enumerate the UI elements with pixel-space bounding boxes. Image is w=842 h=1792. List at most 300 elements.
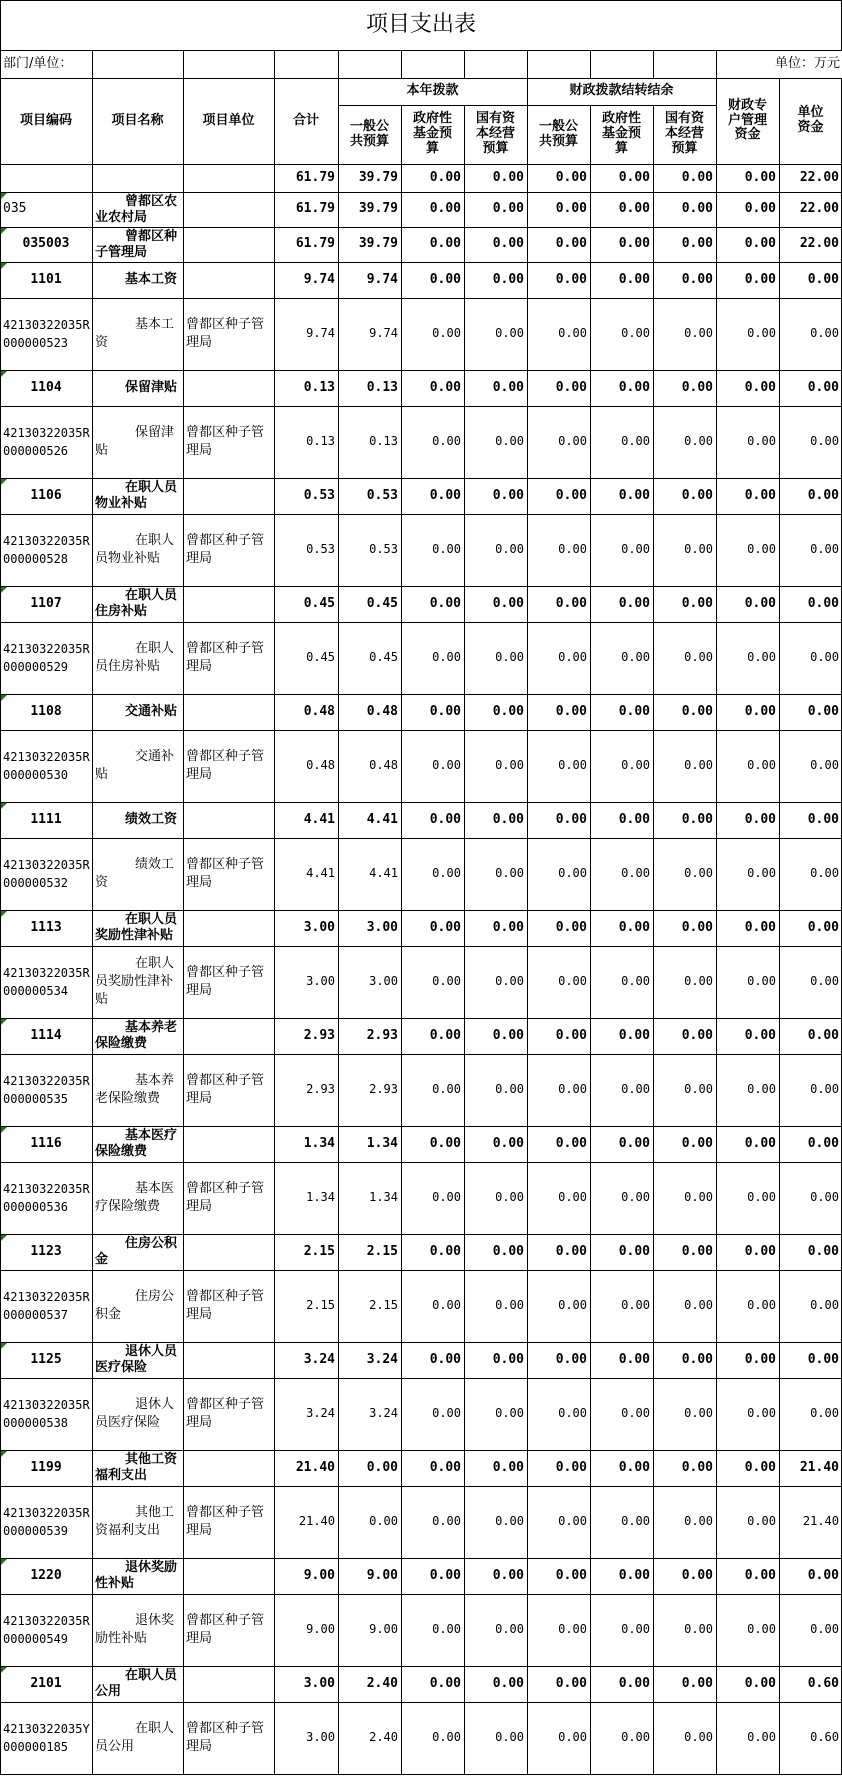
row-value: 2.93 [303, 1027, 335, 1043]
row-project-name: 在职人员住房补贴 [95, 641, 175, 674]
row-value: 0.00 [810, 974, 839, 989]
row-value: 0.00 [618, 919, 650, 935]
row-value: 3.00 [303, 1675, 335, 1691]
row-project-code: 1108 [30, 703, 62, 719]
row-value: 9.74 [306, 326, 335, 341]
row-value: 0.00 [747, 1730, 776, 1745]
row-value: 0.00 [621, 326, 650, 341]
row-value: 0.00 [681, 1675, 713, 1691]
row-value: 0.00 [432, 1514, 461, 1529]
row-project-unit [183, 227, 274, 262]
row-project-code: 42130322035Y000000185 [3, 1722, 90, 1754]
header-group-current-year: 本年拨款 [406, 83, 459, 99]
row-project-name: 基本工资 [125, 272, 178, 287]
row-value: 0.00 [810, 758, 839, 773]
row-value: 0.00 [492, 1027, 524, 1043]
row-project-name: 在职人员奖励性津补贴 [95, 912, 178, 943]
row-value: 0.00 [429, 919, 461, 935]
row-project-name [92, 164, 183, 192]
row-value: 0.00 [747, 326, 776, 341]
row-value: 0.00 [492, 595, 524, 611]
row-value: 4.41 [369, 866, 398, 881]
row-project-code: 42130322035R000000532 [3, 858, 90, 890]
row-value: 0.00 [681, 1243, 713, 1259]
row-value: 0.00 [807, 811, 839, 827]
row-project-unit: 曾都区种子管理局 [186, 317, 265, 350]
row-value: 2.40 [369, 1730, 398, 1745]
row-value: 0.00 [492, 1459, 524, 1475]
grid-v-line [464, 105, 465, 1774]
row-value: 0.00 [432, 974, 461, 989]
row-value: 0.00 [432, 1082, 461, 1097]
row-value: 3.24 [303, 1351, 335, 1367]
row-value: 9.00 [303, 1567, 335, 1583]
row-value: 3.24 [306, 1406, 335, 1421]
row-value: 4.41 [303, 811, 335, 827]
row-project-code: 42130322035R000000538 [3, 1398, 90, 1430]
row-value: 0.00 [558, 326, 587, 341]
row-value: 0.00 [618, 1027, 650, 1043]
row-value: 0.00 [681, 379, 713, 395]
row-value: 0.00 [555, 1243, 587, 1259]
row-value: 0.53 [303, 487, 335, 503]
row-value: 3.24 [366, 1351, 398, 1367]
row-value: 0.00 [555, 1135, 587, 1151]
cell-note-marker [1, 1019, 7, 1025]
header-carry-general-budget: 一般公共预算 [538, 118, 578, 149]
row-value: 0.00 [810, 1406, 839, 1421]
row-value: 0.00 [681, 1027, 713, 1043]
cell-note-marker [1, 479, 7, 485]
row-value: 0.00 [618, 595, 650, 611]
row-value: 0.00 [618, 811, 650, 827]
row-value: 0.00 [807, 1567, 839, 1583]
row-project-unit [183, 1342, 274, 1378]
row-project-name: 基本医疗保险缴费 [95, 1128, 178, 1159]
row-value: 0.00 [432, 758, 461, 773]
row-value: 2.15 [369, 1298, 398, 1313]
row-value: 0.00 [807, 703, 839, 719]
grid-v-line [716, 78, 717, 1774]
row-value: 0.00 [618, 1243, 650, 1259]
row-value: 0.00 [432, 650, 461, 665]
row-value: 0.00 [684, 758, 713, 773]
cell-note-marker [1, 1667, 7, 1673]
row-value: 0.00 [432, 1622, 461, 1637]
row-value: 0.00 [747, 1514, 776, 1529]
row-value: 0.00 [432, 1406, 461, 1421]
row-project-unit: 曾都区种子管理局 [186, 1721, 265, 1754]
row-value: 22.00 [799, 236, 839, 252]
row-project-code: 1111 [30, 811, 62, 827]
row-project-unit [183, 164, 274, 192]
row-project-unit [183, 1126, 274, 1162]
row-project-name: 绩效工资 [95, 857, 175, 890]
row-project-unit [183, 1666, 274, 1702]
grid-v-line [183, 78, 184, 1774]
department-label: 部门/单位： [3, 55, 73, 71]
row-value: 0.00 [810, 1622, 839, 1637]
row-value: 0.00 [810, 866, 839, 881]
row-value: 0.00 [747, 1298, 776, 1313]
row-project-code: 42130322035R000000530 [3, 750, 90, 782]
row-value: 0.00 [684, 650, 713, 665]
row-project-unit [183, 1450, 274, 1486]
row-project-code: 42130322035R000000528 [3, 534, 90, 566]
row-value: 0.00 [621, 1622, 650, 1637]
row-value: 0.00 [681, 595, 713, 611]
row-project-unit: 曾都区种子管理局 [186, 533, 265, 566]
row-project-name: 退休人员医疗保险 [95, 1344, 178, 1375]
row-value: 0.00 [684, 1298, 713, 1313]
row-project-code: 1104 [30, 379, 62, 395]
row-value: 0.00 [432, 1730, 461, 1745]
header-general-budget: 一般公共预算 [349, 118, 389, 149]
row-value: 61.79 [295, 201, 335, 217]
row-value: 0.00 [747, 1622, 776, 1637]
row-value: 0.00 [555, 919, 587, 935]
row-value: 0.00 [807, 379, 839, 395]
row-project-name: 住房公积金 [95, 1236, 178, 1267]
row-project-code: 1114 [30, 1027, 62, 1043]
cell-note-marker [1, 228, 7, 234]
row-project-unit: 曾都区种子管理局 [186, 749, 265, 782]
row-value: 0.00 [747, 866, 776, 881]
row-value: 0.00 [429, 1675, 461, 1691]
row-project-unit [183, 370, 274, 406]
row-project-name: 基本养老保险缴费 [95, 1073, 175, 1106]
row-value: 0.00 [558, 866, 587, 881]
row-value: 0.48 [306, 758, 335, 773]
grid-v-line [590, 105, 591, 1774]
row-value: 2.40 [366, 1675, 398, 1691]
row-value: 0.00 [744, 487, 776, 503]
row-project-name: 其他工资福利支出 [95, 1505, 175, 1538]
row-project-name: 交通补贴 [125, 704, 178, 719]
row-value: 0.00 [681, 1135, 713, 1151]
row-value: 0.00 [810, 326, 839, 341]
row-value: 0.00 [495, 1622, 524, 1637]
row-value: 21.40 [298, 1514, 335, 1529]
row-value: 0.00 [807, 1243, 839, 1259]
row-project-code: 1116 [30, 1135, 62, 1151]
row-project-name: 在职人员公用 [95, 1668, 178, 1699]
row-value: 0.00 [492, 487, 524, 503]
row-project-code: 1113 [30, 919, 62, 935]
row-value: 3.00 [369, 974, 398, 989]
row-value: 0.00 [681, 487, 713, 503]
row-value: 0.00 [744, 201, 776, 217]
row-value: 0.00 [558, 1190, 587, 1205]
row-value: 0.00 [432, 866, 461, 881]
cell-note-marker [1, 911, 7, 917]
row-value: 0.00 [555, 811, 587, 827]
row-value: 9.74 [366, 271, 398, 287]
row-value: 2.15 [306, 1298, 335, 1313]
row-project-unit [183, 1234, 274, 1270]
grid-h-line [0, 0, 842, 1]
row-value: 0.00 [681, 236, 713, 252]
row-value: 0.00 [681, 271, 713, 287]
row-value: 3.00 [303, 919, 335, 935]
row-value: 0.00 [492, 703, 524, 719]
grid-v-line [716, 50, 717, 78]
row-value: 0.53 [369, 542, 398, 557]
row-project-name: 在职人员物业补贴 [95, 480, 178, 511]
row-project-unit: 曾都区种子管理局 [186, 425, 265, 458]
row-project-code: 1107 [30, 595, 62, 611]
row-value: 0.00 [429, 271, 461, 287]
row-value: 0.00 [744, 811, 776, 827]
row-value: 0.00 [810, 542, 839, 557]
row-value: 0.00 [429, 1567, 461, 1583]
grid-v-line [338, 50, 339, 78]
row-value: 0.13 [369, 434, 398, 449]
row-project-code [0, 164, 92, 192]
row-value: 0.45 [366, 595, 398, 611]
row-project-code: 1220 [30, 1567, 62, 1583]
row-value: 0.00 [684, 326, 713, 341]
row-value: 0.00 [621, 1514, 650, 1529]
row-value: 0.00 [681, 811, 713, 827]
header-group-carryover: 财政拨款结转结余 [569, 83, 674, 99]
row-value: 0.00 [618, 1351, 650, 1367]
row-project-name: 绩效工资 [125, 812, 178, 827]
row-value: 0.00 [495, 542, 524, 557]
row-value: 0.00 [555, 1027, 587, 1043]
row-value: 0.45 [303, 595, 335, 611]
header-special-account: 财政专户管理资金 [727, 97, 767, 143]
cell-note-marker [1, 1343, 7, 1349]
row-value: 22.00 [799, 201, 839, 217]
row-value: 0.00 [429, 487, 461, 503]
row-value: 0.00 [555, 1459, 587, 1475]
row-value: 3.24 [369, 1406, 398, 1421]
row-value: 0.00 [744, 1351, 776, 1367]
row-value: 0.00 [429, 379, 461, 395]
row-value: 0.00 [555, 379, 587, 395]
row-value: 0.00 [621, 434, 650, 449]
row-value: 0.00 [681, 1567, 713, 1583]
row-value: 0.00 [432, 1190, 461, 1205]
row-value: 0.48 [366, 703, 398, 719]
row-value: 0.00 [810, 1082, 839, 1097]
row-value: 0.00 [747, 542, 776, 557]
row-value: 0.00 [747, 650, 776, 665]
row-value: 3.00 [306, 1730, 335, 1745]
row-project-unit: 曾都区种子管理局 [186, 857, 265, 890]
grid-v-line [92, 50, 93, 78]
row-value: 0.00 [621, 758, 650, 773]
row-value: 0.00 [744, 169, 776, 185]
row-project-code: 42130322035R000000549 [3, 1614, 90, 1646]
row-value: 0.00 [618, 236, 650, 252]
grid-v-line [274, 50, 275, 78]
cell-note-marker [1, 1559, 7, 1565]
row-value: 0.00 [747, 974, 776, 989]
row-project-code: 42130322035R000000523 [3, 318, 90, 350]
grid-v-line [0, 0, 1, 50]
grid-v-line [527, 78, 528, 1774]
row-value: 0.00 [681, 201, 713, 217]
row-value: 0.00 [621, 1730, 650, 1745]
row-project-unit: 曾都区种子管理局 [186, 1289, 265, 1322]
row-project-unit: 曾都区种子管理局 [186, 1181, 265, 1214]
row-project-code: 1125 [30, 1351, 62, 1367]
row-project-code: 1106 [30, 487, 62, 503]
row-value: 0.00 [555, 487, 587, 503]
cell-note-marker [1, 371, 7, 377]
row-project-unit: 曾都区种子管理局 [186, 641, 265, 674]
row-value: 0.53 [366, 487, 398, 503]
row-value: 0.00 [555, 595, 587, 611]
row-value: 0.00 [744, 1135, 776, 1151]
row-value: 0.00 [492, 1243, 524, 1259]
row-value: 0.00 [810, 650, 839, 665]
row-value: 1.34 [369, 1190, 398, 1205]
row-value: 3.00 [366, 919, 398, 935]
row-value: 39.79 [358, 236, 398, 252]
row-value: 0.00 [492, 271, 524, 287]
row-value: 0.60 [810, 1730, 839, 1745]
grid-v-line [779, 78, 780, 1774]
row-value: 0.00 [684, 1082, 713, 1097]
row-value: 0.00 [618, 169, 650, 185]
row-project-unit [183, 262, 274, 298]
row-value: 2.15 [366, 1243, 398, 1259]
row-project-name: 基本养老保险缴费 [95, 1020, 178, 1051]
row-value: 0.00 [558, 434, 587, 449]
row-value: 9.74 [303, 271, 335, 287]
row-value: 2.93 [366, 1027, 398, 1043]
row-value: 0.00 [684, 1514, 713, 1529]
row-value: 0.00 [555, 236, 587, 252]
row-project-name: 曾都区种子管理局 [95, 228, 178, 260]
row-value: 0.00 [744, 1243, 776, 1259]
row-value: 0.00 [555, 1351, 587, 1367]
row-value: 21.40 [295, 1459, 335, 1475]
row-project-unit [183, 478, 274, 514]
row-value: 0.00 [810, 1190, 839, 1205]
row-value: 0.00 [807, 919, 839, 935]
row-value: 0.00 [684, 974, 713, 989]
row-value: 2.15 [303, 1243, 335, 1259]
row-value: 0.00 [429, 236, 461, 252]
grid-h-line [0, 1774, 842, 1775]
header-carry-state-capital-budget: 国有资本经营预算 [664, 111, 704, 156]
cell-note-marker [1, 263, 7, 269]
row-value: 0.00 [366, 1459, 398, 1475]
row-value: 0.00 [558, 1406, 587, 1421]
row-project-code: 035003 [22, 236, 70, 252]
row-value: 0.00 [492, 1135, 524, 1151]
row-value: 0.00 [492, 811, 524, 827]
row-project-name: 退休人员医疗保险 [95, 1397, 175, 1430]
row-value: 0.00 [432, 1298, 461, 1313]
currency-unit-label: 单位：万元 [775, 55, 841, 71]
grid-v-line [464, 50, 465, 78]
row-project-name: 退休奖励性补贴 [95, 1613, 175, 1646]
grid-v-line [653, 105, 654, 1774]
row-project-name: 退休奖励性补贴 [95, 1560, 178, 1591]
row-value: 1.34 [303, 1135, 335, 1151]
row-value: 0.00 [558, 650, 587, 665]
row-value: 0.00 [495, 1082, 524, 1097]
row-value: 21.40 [802, 1514, 839, 1529]
header-carry-gov-fund-budget: 政府性基金预算 [601, 111, 641, 156]
row-value: 0.00 [621, 974, 650, 989]
row-value: 0.13 [366, 379, 398, 395]
row-value: 0.00 [495, 974, 524, 989]
grid-v-line [0, 78, 1, 1774]
row-value: 0.00 [618, 487, 650, 503]
row-value: 0.00 [432, 434, 461, 449]
row-value: 4.41 [366, 811, 398, 827]
row-project-name: 住房公积金 [95, 1289, 175, 1322]
cell-note-marker [1, 1235, 7, 1241]
row-value: 0.00 [810, 1298, 839, 1313]
row-value: 0.60 [807, 1675, 839, 1691]
row-value: 0.00 [684, 1622, 713, 1637]
row-value: 0.00 [618, 1459, 650, 1475]
row-value: 0.00 [747, 1190, 776, 1205]
row-value: 0.00 [621, 1190, 650, 1205]
row-value: 61.79 [295, 169, 335, 185]
grid-v-line [401, 105, 402, 1774]
row-value: 0.00 [492, 1675, 524, 1691]
row-project-unit [183, 1018, 274, 1054]
row-value: 0.00 [744, 919, 776, 935]
row-value: 0.00 [744, 703, 776, 719]
row-value: 0.00 [495, 758, 524, 773]
row-value: 0.00 [558, 1622, 587, 1637]
cell-note-marker [1, 1451, 7, 1457]
row-value: 0.00 [432, 542, 461, 557]
header-project-code: 项目编码 [19, 112, 72, 128]
row-value: 0.00 [555, 201, 587, 217]
row-value: 0.00 [618, 271, 650, 287]
row-value: 0.00 [684, 1190, 713, 1205]
grid-v-line [653, 50, 654, 78]
row-project-code: 42130322035R000000536 [3, 1182, 90, 1214]
row-value: 0.48 [303, 703, 335, 719]
row-project-unit [183, 192, 274, 227]
grid-v-line [527, 50, 528, 78]
row-project-code: 42130322035R000000529 [3, 642, 90, 674]
row-value: 0.00 [558, 542, 587, 557]
row-value: 0.00 [555, 703, 587, 719]
row-value: 0.48 [369, 758, 398, 773]
row-value: 0.00 [747, 1406, 776, 1421]
row-value: 0.00 [684, 434, 713, 449]
row-value: 0.45 [369, 650, 398, 665]
grid-v-line [590, 50, 591, 78]
row-value: 0.00 [555, 1567, 587, 1583]
row-value: 4.41 [306, 866, 335, 881]
row-value: 22.00 [799, 169, 839, 185]
row-value: 0.00 [684, 1730, 713, 1745]
row-value: 0.00 [429, 1459, 461, 1475]
row-value: 0.00 [492, 919, 524, 935]
row-value: 0.00 [618, 201, 650, 217]
row-value: 0.13 [303, 379, 335, 395]
row-value: 0.00 [495, 1730, 524, 1745]
row-project-unit: 曾都区种子管理局 [186, 1613, 265, 1646]
cell-note-marker [1, 193, 7, 199]
row-value: 0.00 [684, 542, 713, 557]
header-state-capital-budget: 国有资本经营预算 [475, 111, 515, 156]
row-project-unit [183, 694, 274, 730]
